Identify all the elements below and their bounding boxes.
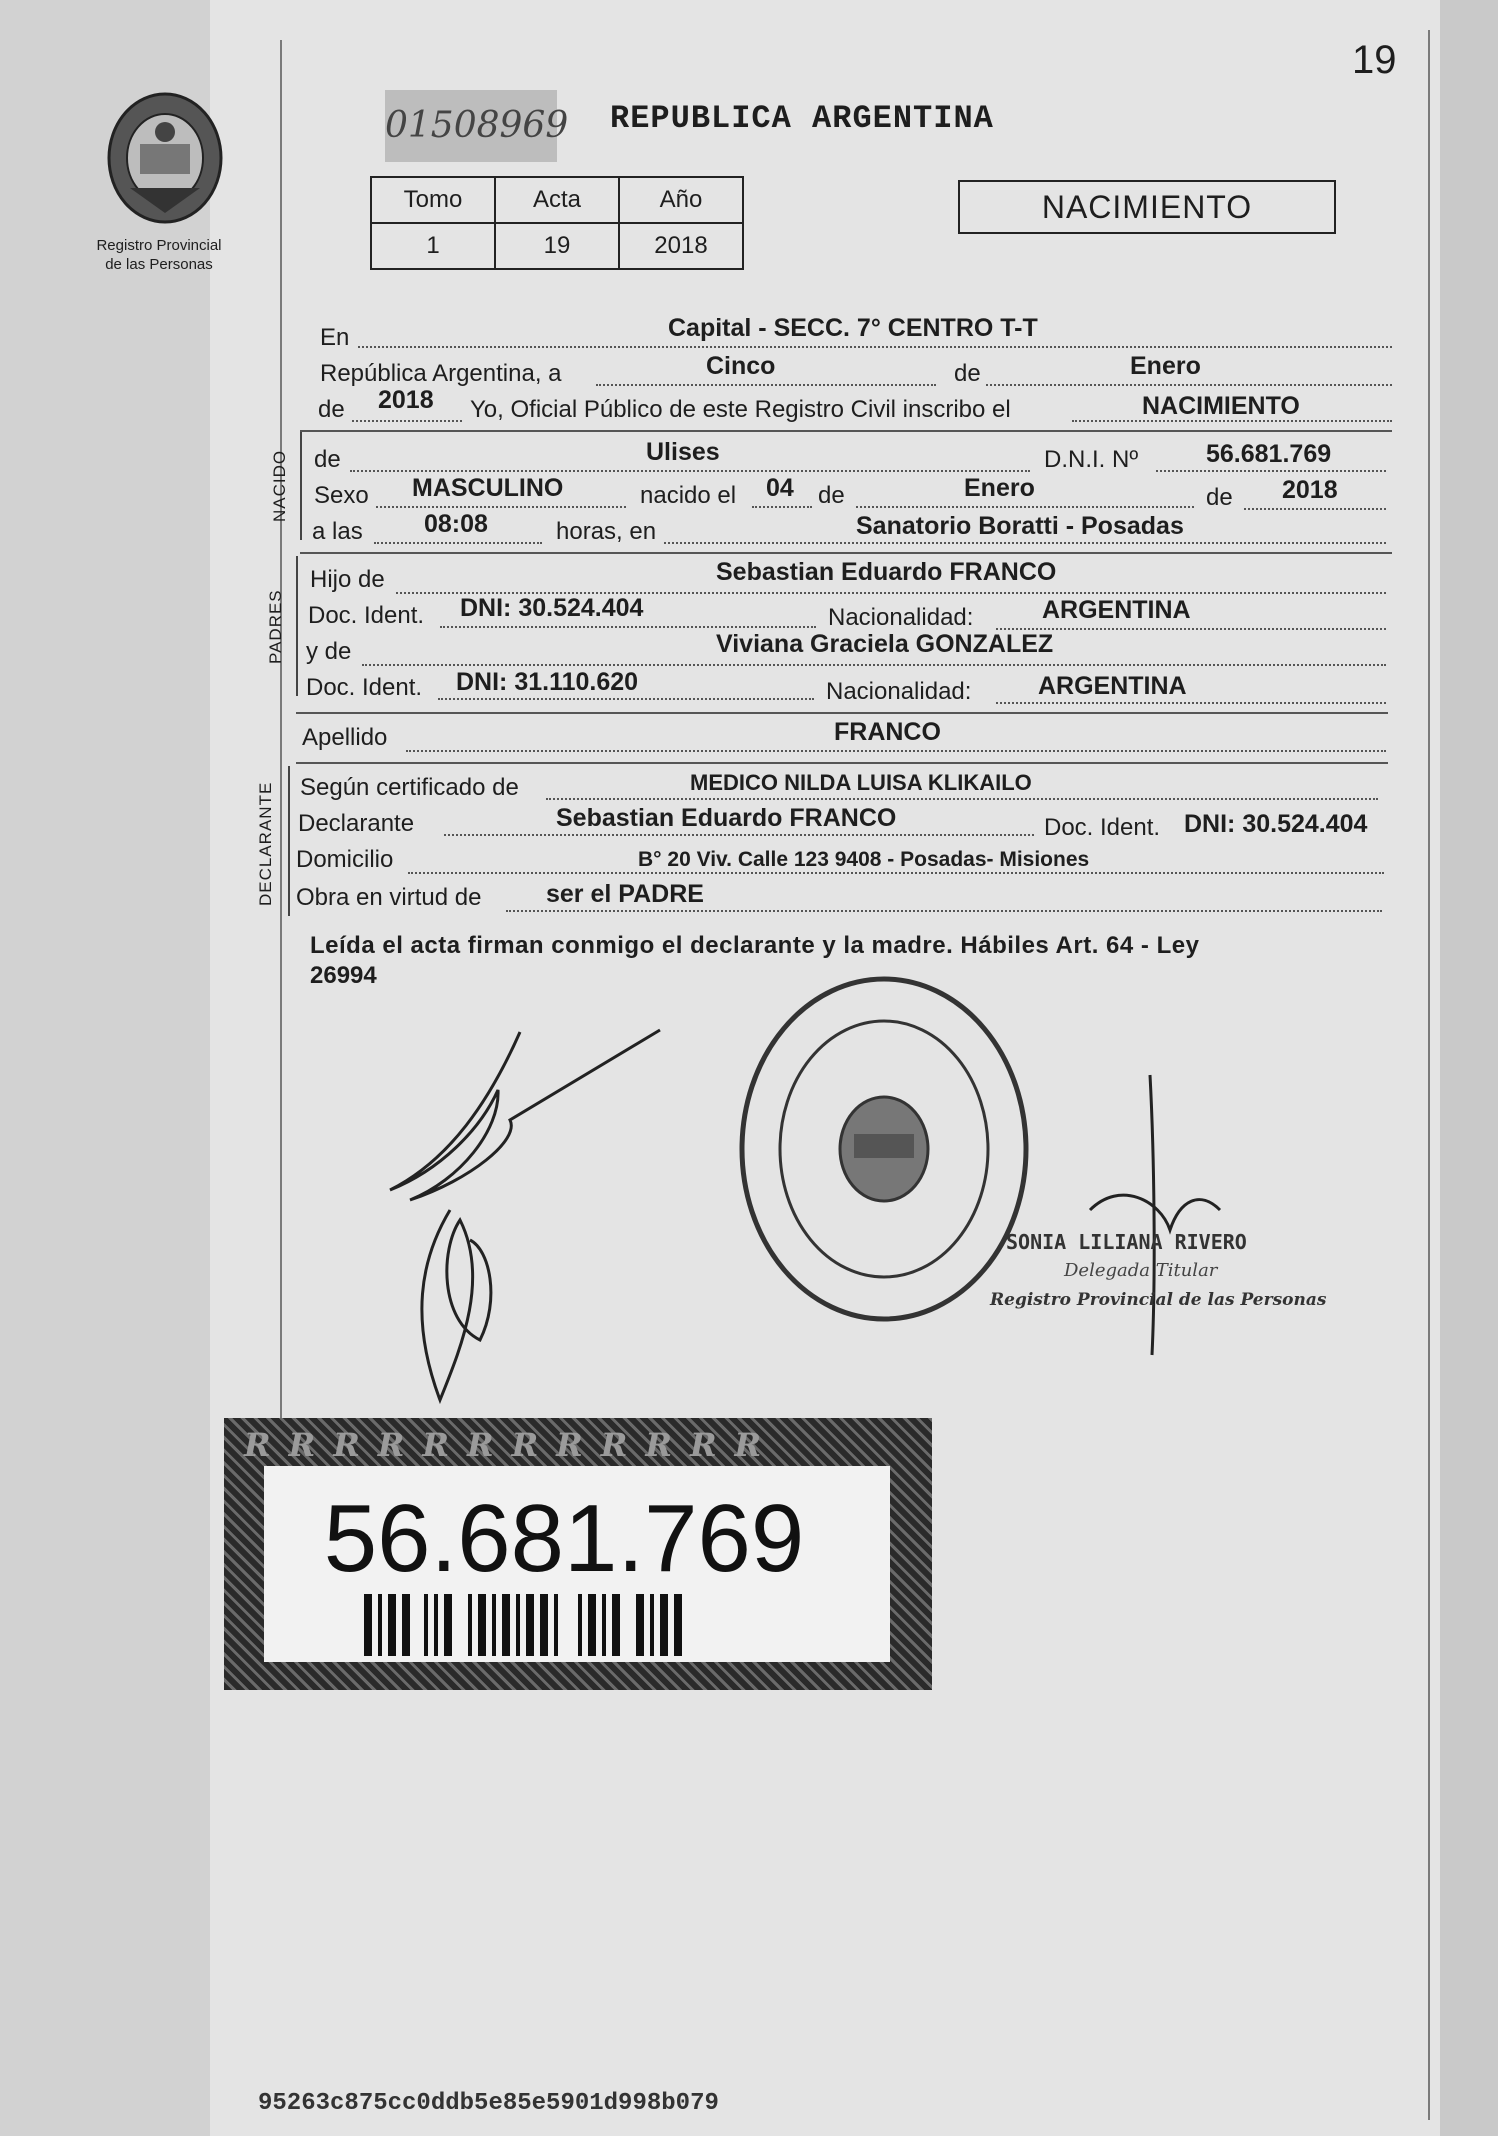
declarante-label: Declarante [298, 810, 415, 837]
dotted-line [986, 384, 1392, 386]
alas-label: a las [312, 518, 363, 545]
dotted-line [546, 798, 1378, 800]
year-prefix: de [318, 396, 345, 423]
dotted-line [362, 664, 1386, 666]
section-nacido: NACIDO [270, 449, 289, 522]
document-title: REPUBLICA ARGENTINA [610, 100, 994, 137]
logo-caption-2: de las Personas [105, 256, 213, 273]
birth-place: Sanatorio Boratti - Posadas [856, 512, 1184, 540]
dotted-line [752, 506, 812, 508]
value-tomo: 1 [371, 223, 495, 269]
dotted-line [596, 384, 936, 386]
de-label: de [1206, 484, 1233, 511]
mother-doc: DNI: 31.110.620 [456, 668, 639, 696]
birth-year: 2018 [1282, 476, 1338, 504]
divider [296, 762, 1388, 764]
clause-text: Yo, Oficial Público de este Registro Civil inscribo el [470, 396, 1011, 423]
father-nationality: ARGENTINA [1042, 596, 1191, 624]
de-label: de [314, 446, 341, 473]
value-acta: 19 [495, 223, 619, 269]
dotted-line [440, 626, 816, 628]
month: Enero [1130, 352, 1201, 380]
declarant-name: Sebastian Eduardo FRANCO [556, 804, 897, 832]
birth-day: 04 [766, 474, 794, 502]
dotted-line [996, 702, 1386, 704]
dotted-line [1156, 470, 1386, 472]
dotted-line [406, 750, 1386, 752]
dotted-line [664, 542, 1386, 544]
margin-line-right [1428, 30, 1430, 2120]
hijo-label: Hijo de [310, 566, 385, 593]
birth-month: Enero [964, 474, 1035, 502]
closing-text-2: 26994 [310, 962, 377, 989]
declarant-signature [380, 1020, 680, 1425]
value-anio: 2018 [619, 223, 743, 269]
logo-caption-1: Registro Provincial [96, 237, 222, 254]
official-office: Registro Provincial de las Personas [990, 1290, 1327, 1310]
registry-seal [736, 974, 1032, 1329]
cert-label: Según certificado de [300, 774, 519, 801]
birth-time: 08:08 [424, 510, 488, 538]
tomo-acta-anio-table [370, 176, 744, 270]
declarant-address: B° 20 Viv. Calle 123 9408 - Posadas- Misiones [638, 848, 1090, 871]
father-doc: DNI: 30.524.404 [460, 594, 644, 622]
doc-label: Doc. Ident. [308, 602, 425, 629]
page-number: 19 [1352, 38, 1397, 82]
dotted-line [1244, 508, 1386, 510]
day-word: Cinco [706, 352, 776, 380]
dotted-line [358, 346, 1392, 348]
child-name: Ulises [646, 438, 720, 466]
divider [300, 430, 1392, 432]
barcode-bars [364, 1594, 784, 1656]
surname: FRANCO [834, 718, 941, 746]
horas-label: horas, en [556, 518, 657, 545]
nacido-label: nacido el [640, 482, 737, 509]
year: 2018 [378, 386, 434, 414]
de-label: de [954, 360, 981, 387]
section-bracket [296, 556, 298, 696]
dotted-line [350, 470, 1030, 472]
page-left-margin [0, 0, 210, 2136]
closing-text-1: Leída el acta firman conmigo el declarante y la madre. Hábiles Art. 64 - Ley [310, 932, 1200, 959]
official-name: SONIA LILIANA RIVERO [1006, 1230, 1247, 1254]
dotted-line [444, 834, 1034, 836]
barcode-number: 56.681.769 [323, 1485, 805, 1592]
margin-line-left [280, 40, 282, 1420]
divider [300, 552, 1392, 554]
dotted-line [856, 506, 1194, 508]
dotted-line [506, 910, 1382, 912]
mother-nationality: ARGENTINA [1038, 672, 1187, 700]
dotted-line [376, 506, 626, 508]
declarant-doc: DNI: 30.524.404 [1184, 810, 1368, 838]
mother-name: Viviana Graciela GONZALEZ [716, 630, 1054, 658]
nacionalidad-label: Nacionalidad: [828, 604, 974, 631]
record-type-box: NACIMIENTO [958, 180, 1336, 234]
sexo-label: Sexo [314, 482, 369, 509]
de-label: de [818, 482, 845, 509]
header-tomo: Tomo [371, 177, 495, 223]
barcode-label [224, 1418, 932, 1690]
child-dni: 56.681.769 [1206, 440, 1332, 468]
declarant-role: ser el PADRE [546, 880, 704, 908]
section-bracket [288, 766, 290, 916]
registry-place: Capital - SECC. 7° CENTRO T-T [668, 314, 1038, 342]
official-role: Delegada Titular [1064, 1260, 1218, 1281]
document-hash: 95263c875cc0ddb5e85e5901d998b079 [258, 2090, 719, 2117]
divider [296, 712, 1388, 714]
doc-label: Doc. Ident. [1044, 814, 1161, 841]
dotted-line [408, 872, 1384, 874]
nacionalidad-label: Nacionalidad: [826, 678, 972, 705]
barcode-panel [264, 1466, 890, 1662]
certificate-issuer: MEDICO NILDA LUISA KLIKAILO [690, 770, 1032, 795]
yde-label: y de [306, 638, 352, 665]
father-name: Sebastian Eduardo FRANCO [716, 558, 1057, 586]
act-type: NACIMIENTO [1142, 392, 1300, 420]
dotted-line [352, 420, 462, 422]
sex-value: MASCULINO [412, 474, 564, 502]
obra-label: Obra en virtud de [296, 884, 482, 911]
dotted-line [438, 698, 814, 700]
serial-number: 01508969 [385, 90, 557, 162]
province-logo [100, 88, 230, 233]
header-acta: Acta [495, 177, 619, 223]
dotted-line [996, 628, 1386, 630]
domicilio-label: Domicilio [296, 846, 394, 873]
republica-label: República Argentina, a [320, 360, 562, 387]
dotted-line [374, 542, 542, 544]
security-r-row: RRRRRRRRRRRR [244, 1426, 780, 1464]
section-declarante: DECLARANTE [256, 781, 275, 906]
en-label: En [320, 324, 350, 351]
doc-label: Doc. Ident. [306, 674, 423, 701]
dni-label: D.N.I. Nº [1044, 446, 1139, 473]
section-padres: PADRES [266, 589, 285, 664]
header-anio: Año [619, 177, 743, 223]
section-bracket [300, 432, 302, 540]
official-signature [1070, 1070, 1230, 1365]
apellido-label: Apellido [302, 724, 388, 751]
